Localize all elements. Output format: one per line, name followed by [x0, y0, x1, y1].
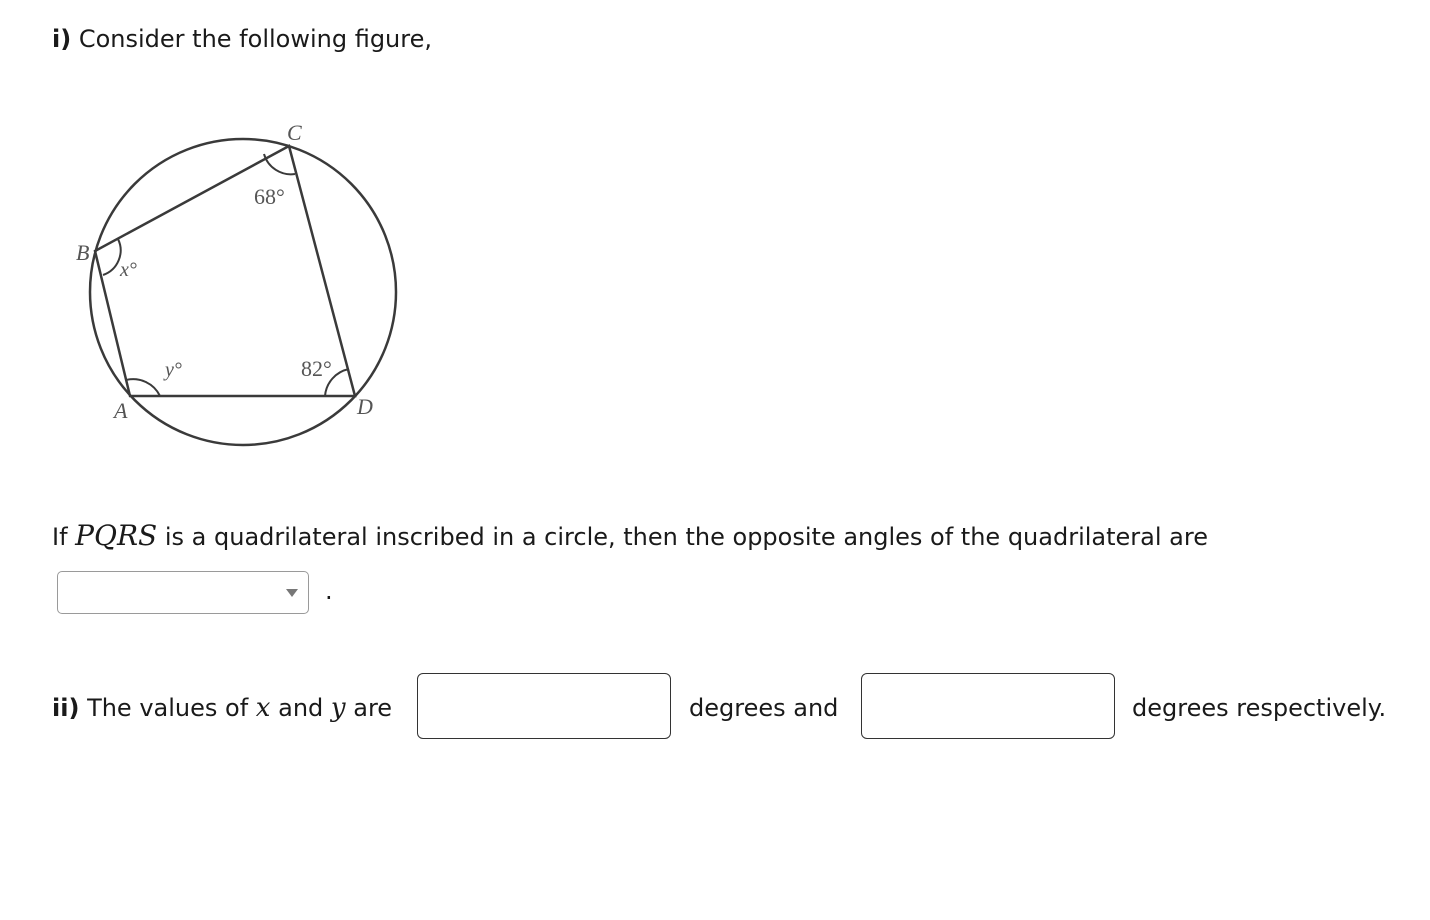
degrees-respectively-text: degrees respectively.	[1132, 694, 1387, 722]
question-2-number: ii)	[52, 694, 80, 722]
statement-suffix: is a quadrilateral inscribed in a circle, then the opposite angles of the quadrilateral are	[164, 523, 1208, 551]
angle-arc-a	[126, 379, 160, 396]
quadrilateral-name: PQRS	[75, 519, 158, 552]
angle-label-d: 82°	[301, 356, 332, 381]
question-1-statement	[52, 521, 1208, 552]
y-value-input[interactable]	[861, 673, 1115, 739]
circumscribed-circle	[90, 139, 396, 445]
are-text: are	[353, 694, 393, 722]
and-text: and	[278, 694, 324, 722]
opposite-angles-dropdown[interactable]	[57, 571, 309, 614]
cyclic-quadrilateral-figure	[70, 118, 410, 458]
statement-prefix: If	[52, 523, 68, 551]
question-2-prefix	[52, 693, 392, 723]
angle-label-b: x°	[120, 259, 137, 281]
angle-label-a: y°	[165, 359, 182, 381]
question-1-text: Consider the following figure,	[78, 25, 432, 53]
dropdown-trailing-period: .	[325, 577, 333, 605]
vertex-label-c: C	[287, 120, 302, 145]
question-2-text: The values of	[87, 694, 249, 722]
question-1-title	[52, 24, 432, 54]
vertex-label-a: A	[114, 398, 128, 423]
x-value-input[interactable]	[417, 673, 671, 739]
chevron-down-icon[interactable]	[286, 589, 298, 597]
variable-x: x	[255, 693, 271, 723]
vertex-label-b: B	[76, 240, 90, 265]
variable-y: y	[330, 693, 346, 723]
vertex-label-d: D	[357, 394, 373, 419]
question-1-number: i)	[52, 25, 72, 53]
degrees-and-text: degrees and	[689, 694, 839, 722]
angle-label-c: 68°	[254, 184, 285, 209]
